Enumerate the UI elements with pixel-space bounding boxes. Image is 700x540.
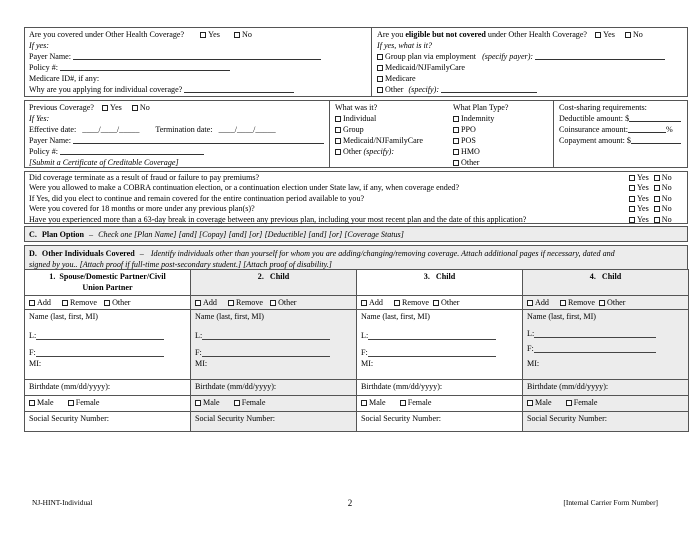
name-label-2: Name (last, first, MI): [195, 312, 265, 322]
birthdate-label-2: Birthdate (mm/dd/yyyy):: [195, 382, 277, 392]
what-was-it-other-note: (specify):: [363, 147, 395, 157]
eligible-if-yes: If yes, what is it?: [377, 41, 433, 51]
coinsurance-input[interactable]: [628, 124, 666, 133]
other-coverage-payer-row: [25, 51, 371, 62]
previous-payer-label: Payer Name:: [29, 136, 72, 146]
question-yes-label: Yes: [637, 193, 649, 203]
female-checkbox-1[interactable]: [68, 400, 74, 406]
plan-type-indemnity: [449, 113, 553, 124]
what-was-it-other-label: Other: [343, 147, 364, 157]
plan-type-pos: [449, 135, 553, 146]
question-no-label: No: [661, 204, 672, 214]
add-checkbox-2[interactable]: [195, 300, 201, 306]
column-1-title: Spouse/Domestic Partner/Civil: [59, 272, 166, 281]
question-yes-label: Yes: [637, 183, 649, 193]
gender-cell-4: [523, 396, 689, 412]
table-ssn-row: [25, 412, 689, 432]
other-coverage-no-label: No: [241, 30, 252, 39]
termination-date-input[interactable]: ____/____/_____: [218, 125, 276, 135]
section-d-subtitle-line2: signed by you.. [Attach proof if full-time post-secondary student.] [Attach proof of disability.]: [29, 259, 332, 269]
female-label-3: Female: [407, 398, 432, 408]
question-no-label: No: [661, 183, 672, 193]
plan-type-other-checkbox[interactable]: [453, 160, 459, 166]
copayment-label: Copayment amount: $: [559, 136, 631, 146]
section-c-subtitle: Check one [Plan Name] [and] [Copay] [and] [or] [Deductible] [and] [or] [Coverage Status]: [98, 229, 404, 239]
previous-coverage-question: Previous Coverage?: [29, 103, 94, 112]
add-checkbox-4[interactable]: [527, 300, 533, 306]
other-coverage-why-row: [25, 84, 371, 95]
question-no-label: No: [661, 214, 672, 224]
name-cell-1: [25, 310, 191, 380]
section-d-title: Other Individuals Covered: [41, 248, 135, 258]
section-d-dash: –: [139, 248, 144, 258]
plan-type-hmo-checkbox[interactable]: [453, 149, 459, 155]
column-2-title: Child: [269, 272, 290, 281]
previous-policy-input[interactable]: [60, 146, 204, 155]
eligible-other-label: Other: [385, 85, 404, 95]
cost-sharing-heading: Cost-sharing requirements:: [559, 103, 647, 112]
other-coverage-if-yes: If yes:: [29, 41, 49, 51]
female-checkbox-2[interactable]: [234, 400, 240, 406]
other-checkbox-2[interactable]: [270, 300, 276, 306]
remove-label-3: Remove: [402, 298, 429, 308]
question-text: Have you experienced more than a 63-day break in coverage between any previous plan, including your most recent plan and the date of this application?: [29, 214, 527, 224]
remove-checkbox-3[interactable]: [394, 300, 400, 306]
remove-label-1: Remove: [70, 298, 97, 308]
previous-coverage-yes-checkbox[interactable]: [102, 105, 108, 111]
remove-label-4: Remove: [568, 298, 595, 308]
eligible-medicare-label: Medicare: [385, 74, 416, 84]
other-coverage-box: [24, 27, 688, 97]
question-yes-checkbox[interactable]: [629, 206, 635, 212]
question-yes-checkbox[interactable]: [629, 217, 635, 223]
plan-type-indemnity-checkbox[interactable]: [453, 116, 459, 122]
name-cell-2: [191, 310, 357, 380]
birthdate-cell-4[interactable]: [523, 380, 689, 396]
add-checkbox-3[interactable]: [361, 300, 367, 306]
question-row: [25, 215, 687, 225]
question-text: Were you allowed to make a COBRA continuation election, or a continuation election under State law, if any, when coverage ended?: [29, 183, 460, 193]
copayment-input[interactable]: [631, 135, 681, 144]
eligible-no-checkbox[interactable]: [625, 32, 631, 38]
column-header-4: [523, 270, 689, 296]
eligible-question-pre: Are you: [377, 30, 406, 39]
last-name-label-4: L:: [527, 328, 535, 338]
female-checkbox-3[interactable]: [400, 400, 406, 406]
mi-label-2: MI:: [195, 358, 208, 368]
add-label-4: Add: [535, 298, 549, 308]
ssn-label-1: Social Security Number:: [29, 414, 110, 424]
eligible-option-medicaid: [373, 62, 687, 73]
last-name-input-4[interactable]: [534, 328, 656, 338]
eligible-option-other: [373, 84, 687, 95]
ssn-cell-1[interactable]: [25, 412, 191, 432]
eligible-other-checkbox[interactable]: [377, 87, 383, 93]
covered-individuals-table: [24, 269, 689, 432]
plan-type-ppo-label: PPO: [461, 125, 476, 135]
previous-payer-input[interactable]: [73, 135, 324, 144]
eligible-question-bold: eligible but not covered: [405, 30, 486, 39]
male-checkbox-4[interactable]: [527, 400, 533, 406]
plan-type-indemnity-label: Indemnity: [461, 114, 495, 124]
first-name-label-1: F:: [29, 348, 36, 358]
remove-checkbox-1[interactable]: [62, 300, 68, 306]
question-yes-checkbox[interactable]: [629, 196, 635, 202]
other-checkbox-1[interactable]: [104, 300, 110, 306]
last-name-input-1[interactable]: [36, 330, 164, 340]
plan-type-other: [449, 157, 553, 168]
why-applying-input[interactable]: [184, 84, 294, 93]
first-name-input-3[interactable]: [368, 347, 496, 357]
what-was-it-medicaid-label: Medicaid/NJFamilyCare: [343, 136, 424, 146]
ssn-label-2: Social Security Number:: [195, 414, 276, 424]
previous-payer-row: [25, 135, 329, 146]
male-label-3: Male: [369, 398, 386, 408]
plan-type-pos-checkbox[interactable]: [453, 138, 459, 144]
deductible-row: [555, 113, 687, 124]
table-birthdate-row: [25, 380, 689, 396]
name-cell-3: [357, 310, 523, 380]
column-3-number: 3.: [423, 272, 430, 281]
last-name-input-3[interactable]: [368, 330, 496, 340]
add-label-3: Add: [369, 298, 383, 308]
first-name-label-4: F:: [527, 344, 534, 354]
other-coverage-no-checkbox[interactable]: [234, 32, 240, 38]
question-no-checkbox[interactable]: [654, 196, 660, 202]
previous-coverage-question-row: [25, 101, 329, 113]
last-name-label-1: L:: [29, 330, 37, 340]
footer-right: [Internal Carrier Form Number]: [563, 498, 658, 507]
question-no-checkbox[interactable]: [654, 217, 660, 223]
eligible-yes-label: Yes: [603, 30, 615, 39]
add-label-2: Add: [203, 298, 217, 308]
policy-number-input[interactable]: [60, 62, 230, 71]
eligible-option-group: [373, 51, 687, 62]
gender-cell-2: [191, 396, 357, 412]
male-checkbox-2[interactable]: [195, 400, 201, 406]
row2-divider-1: [329, 101, 330, 167]
section-d-letter: D.: [29, 248, 37, 258]
eligible-yes-checkbox[interactable]: [595, 32, 601, 38]
question-no-label: No: [661, 193, 672, 203]
eligible-other-note: (specify):: [408, 85, 440, 95]
birthdate-cell-1[interactable]: [25, 380, 191, 396]
ssn-cell-3[interactable]: [357, 412, 523, 432]
first-name-label-3: F:: [361, 348, 368, 358]
add-checkbox-1[interactable]: [29, 300, 35, 306]
ssn-label-4: Social Security Number:: [527, 414, 608, 424]
question-yes-label: Yes: [637, 214, 649, 224]
action-cell-4: [523, 296, 689, 310]
plan-type-hmo-label: HMO: [461, 147, 480, 157]
table-name-row: [25, 310, 689, 380]
other-label-4: Other: [607, 298, 626, 308]
section-c-header: [24, 226, 688, 242]
previous-policy-label: Policy #:: [29, 147, 59, 157]
section-c-dash: –: [89, 229, 94, 239]
male-label-4: Male: [535, 398, 552, 408]
question-no-label: No: [661, 173, 672, 182]
what-was-it-medicaid-checkbox[interactable]: [335, 138, 341, 144]
question-text: Were you covered for 18 months or more under any previous plan(s)?: [29, 204, 255, 214]
eligible-option-medicare: [373, 73, 687, 84]
section-d-subtitle-line1: Identify individuals other than yourself for whom you are adding/changing/removing coverage. Attach additional pages if necessary, dated and: [150, 248, 615, 258]
what-was-it-group-label: Group: [343, 125, 364, 135]
remove-label-2: Remove: [236, 298, 263, 308]
table-gender-row: [25, 396, 689, 412]
column-4-number: 4.: [589, 272, 596, 281]
action-cell-1: [25, 296, 191, 310]
policy-number-label: Policy #:: [29, 63, 59, 73]
what-was-it-other-checkbox[interactable]: [335, 149, 341, 155]
male-checkbox-1[interactable]: [29, 400, 35, 406]
remove-checkbox-4[interactable]: [560, 300, 566, 306]
what-was-it-individual-label: Individual: [343, 114, 377, 124]
male-label-2: Male: [203, 398, 220, 408]
action-cell-3: [357, 296, 523, 310]
ssn-label-3: Social Security Number:: [361, 414, 442, 424]
coinsurance-row: [555, 124, 687, 135]
what-was-it-individual-checkbox[interactable]: [335, 116, 341, 122]
table-header-row: [25, 270, 689, 296]
question-row: [25, 173, 687, 183]
previous-coverage-no-label: No: [139, 103, 150, 112]
what-was-it-group-checkbox[interactable]: [335, 127, 341, 133]
eligible-question-post: under Other Health Coverage?: [485, 30, 588, 39]
birthdate-cell-3[interactable]: [357, 380, 523, 396]
first-name-input-4[interactable]: [534, 343, 656, 353]
first-name-input-2[interactable]: [202, 347, 330, 357]
plan-type-ppo: [449, 124, 553, 135]
other-label-1: Other: [112, 298, 131, 308]
what-was-it-individual: [331, 113, 445, 124]
female-checkbox-4[interactable]: [566, 400, 572, 406]
row2-divider-2: [553, 101, 554, 167]
other-coverage-question: Are you covered under Other Health Coverage?: [29, 30, 185, 39]
eligible-no-label: No: [632, 30, 643, 39]
previous-coverage-box: [24, 100, 688, 168]
question-yes-checkbox[interactable]: [629, 175, 635, 181]
table-action-row: [25, 296, 689, 310]
what-was-it-medicaid: [331, 135, 445, 146]
question-yesno: [629, 183, 687, 193]
section-c-letter: C.: [29, 229, 37, 239]
name-label-4: Name (last, first, MI): [527, 312, 597, 322]
medicare-id-label: Medicare ID#, if any:: [29, 74, 100, 84]
birthdate-label-1: Birthdate (mm/dd/yyyy):: [29, 382, 111, 392]
row1-divider: [371, 28, 372, 96]
question-yes-label: Yes: [637, 204, 649, 214]
remove-checkbox-2[interactable]: [228, 300, 234, 306]
ssn-cell-4[interactable]: [523, 412, 689, 432]
deductible-label: Deductible amount: $: [559, 114, 630, 124]
other-coverage-question-row: [25, 28, 371, 40]
what-was-it-other: [331, 146, 445, 157]
question-no-checkbox[interactable]: [654, 206, 660, 212]
column-1-title2: Union Partner: [82, 282, 133, 292]
termination-date-label: Termination date:: [155, 125, 213, 135]
footer-page-number: 2: [347, 498, 353, 508]
question-row: [25, 204, 687, 214]
gender-cell-3: [357, 396, 523, 412]
question-yesno: [629, 173, 687, 183]
why-applying-label: Why are you applying for individual coverage?: [29, 85, 183, 95]
other-label-3: Other: [441, 298, 460, 308]
coverage-questions-box: [24, 171, 688, 224]
payer-name-input[interactable]: [73, 51, 321, 60]
question-yesno: [629, 215, 687, 225]
other-label-2: Other: [278, 298, 297, 308]
previous-coverage-no-checkbox[interactable]: [132, 105, 138, 111]
mi-label-4: MI:: [527, 358, 540, 368]
previous-coverage-yes-label: Yes: [110, 103, 122, 112]
previous-policy-row: [25, 146, 329, 157]
birthdate-cell-2[interactable]: [191, 380, 357, 396]
female-label-2: Female: [241, 398, 266, 408]
first-name-input-1[interactable]: [36, 347, 164, 357]
mi-label-1: MI:: [29, 358, 42, 368]
name-label-1: Name (last, first, MI): [29, 312, 99, 322]
previous-coverage-if-yes: If Yes:: [29, 114, 50, 124]
column-2-number: 2.: [257, 272, 264, 281]
page-footer: [0, 498, 700, 510]
column-header-1: [25, 270, 191, 296]
question-no-checkbox[interactable]: [654, 185, 660, 191]
plan-type-other-label: Other: [461, 158, 480, 168]
column-header-3: [357, 270, 523, 296]
eligible-other-input[interactable]: [441, 84, 537, 93]
previous-coverage-dates-row: [25, 124, 329, 135]
what-was-it-heading: What was it?: [335, 103, 378, 112]
column-header-2: [191, 270, 357, 296]
copayment-row: [555, 135, 687, 146]
eligible-group-plan-note: (specify payer):: [482, 52, 534, 62]
question-yesno: [629, 194, 687, 204]
question-no-checkbox[interactable]: [654, 175, 660, 181]
last-name-input-2[interactable]: [202, 330, 330, 340]
action-cell-2: [191, 296, 357, 310]
last-name-label-2: L:: [195, 330, 203, 340]
first-name-label-2: F:: [195, 348, 202, 358]
payer-name-label: Payer Name:: [29, 52, 72, 62]
coinsurance-label: Coinsurance amount:: [559, 125, 629, 135]
eligible-question-row: [373, 28, 687, 40]
birthdate-label-3: Birthdate (mm/dd/yyyy):: [361, 382, 443, 392]
other-checkbox-3[interactable]: [433, 300, 439, 306]
other-coverage-policy-row: [25, 62, 371, 73]
male-label-1: Male: [37, 398, 54, 408]
last-name-label-3: L:: [361, 330, 369, 340]
female-label-1: Female: [75, 398, 100, 408]
eligible-group-plan-checkbox[interactable]: [377, 54, 383, 60]
coinsurance-suffix: %: [666, 125, 673, 135]
eligible-group-plan-label: Group plan via employment: [385, 52, 477, 62]
eligible-group-plan-input[interactable]: [535, 51, 665, 60]
question-row: [25, 194, 687, 204]
other-checkbox-4[interactable]: [599, 300, 605, 306]
name-cell-4: [523, 310, 689, 380]
eligible-medicaid-checkbox[interactable]: [377, 65, 383, 71]
what-was-it-group: [331, 124, 445, 135]
plan-type-pos-label: POS: [461, 136, 476, 146]
other-coverage-yes-label: Yes: [208, 30, 220, 39]
name-label-3: Name (last, first, MI): [361, 312, 431, 322]
birthdate-label-4: Birthdate (mm/dd/yyyy):: [527, 382, 609, 392]
section-c-title: Plan Option: [41, 229, 84, 239]
ssn-cell-2[interactable]: [191, 412, 357, 432]
question-text: If Yes, did you elect to continue and remain covered for the entire continuation period available to you?: [29, 193, 365, 203]
plan-type-hmo: [449, 146, 553, 157]
question-yesno: [629, 204, 687, 214]
gender-cell-1: [25, 396, 191, 412]
plan-type-heading: What Plan Type?: [453, 103, 509, 112]
section-d-header: [24, 245, 688, 270]
column-3-title: Child: [435, 272, 456, 281]
other-coverage-yes-checkbox[interactable]: [200, 32, 206, 38]
question-row: [25, 183, 687, 193]
footer-left: NJ-HINT-Individual: [32, 498, 93, 507]
effective-date-input[interactable]: ____/____/_____: [82, 125, 140, 135]
deductible-input[interactable]: [629, 113, 681, 122]
question-text: Did coverage terminate as a result of fraud or failure to pay premiums?: [29, 173, 260, 182]
mi-label-3: MI:: [361, 358, 374, 368]
eligible-medicaid-label: Medicaid/NJFamilyCare: [385, 63, 466, 73]
eligible-medicare-checkbox[interactable]: [377, 76, 383, 82]
section-d-line1: [29, 248, 683, 259]
column-4-title: Child: [601, 272, 622, 281]
female-label-4: Female: [573, 398, 598, 408]
column-1-number: 1.: [49, 272, 56, 281]
question-yes-checkbox[interactable]: [629, 185, 635, 191]
creditable-coverage-note: [Submit a Certificate of Creditable Coverage]: [29, 158, 179, 168]
plan-type-ppo-checkbox[interactable]: [453, 127, 459, 133]
question-yes-label: Yes: [637, 173, 649, 182]
male-checkbox-3[interactable]: [361, 400, 367, 406]
effective-date-label: Effective date:: [29, 125, 77, 135]
add-label-1: Add: [37, 298, 51, 308]
